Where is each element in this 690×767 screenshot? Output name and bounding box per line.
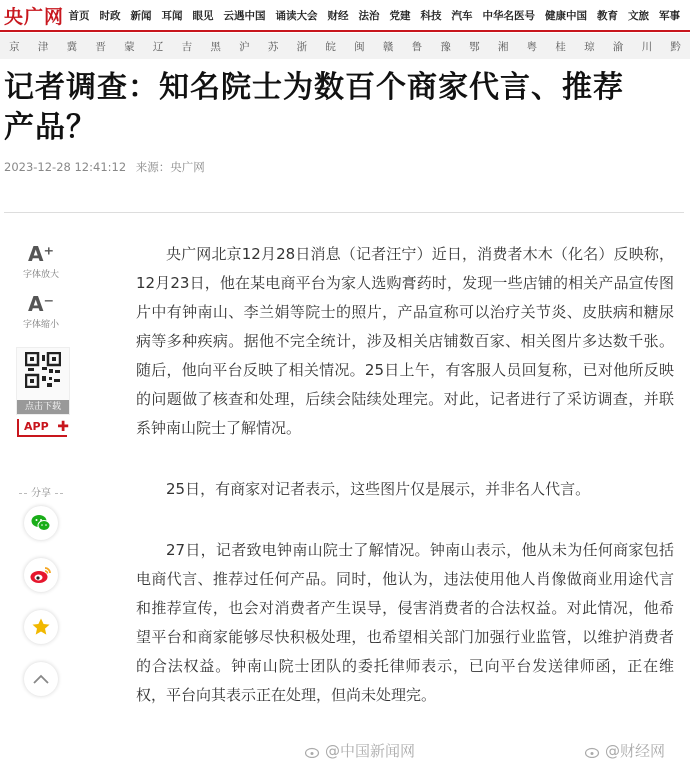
font-decrease-label: 字体缩小	[22, 320, 59, 330]
qr-download-label: 点击下载	[17, 400, 69, 414]
font-increase-button[interactable]	[18, 244, 64, 280]
article-meta	[4, 159, 205, 175]
header-divider	[4, 212, 684, 213]
province-item[interactable]: 黑	[210, 40, 221, 53]
nav-item[interactable]: 文旅	[628, 9, 649, 22]
province-item[interactable]: 吉	[181, 40, 193, 53]
province-item[interactable]: 黔	[670, 40, 681, 53]
watermark-left-text: @中国新闻网	[325, 742, 416, 760]
nav-item[interactable]: 科技	[420, 9, 442, 22]
article-source: 来源：央广网	[135, 160, 205, 174]
province-item[interactable]: 琼	[584, 40, 595, 53]
province-item[interactable]: 豫	[440, 40, 451, 53]
nav-item[interactable]: 中华名医号	[482, 9, 535, 22]
plus-icon: ✚	[57, 419, 69, 435]
province-item[interactable]: 赣	[382, 40, 394, 53]
nav-item[interactable]: 云遇中国	[223, 9, 266, 22]
article-paragraph: 央广网北京12月28日消息（记者汪宁）近日，消费者木木（化名）反映称，12月23日，他在某电商平台为家人选购膏药时，发现一些店铺的相关产品宣传图片中有钟南山、李兰娟等院士的照片，产品宣称可以治疗关节炎、皮肤病和糖尿病等多种疾病。据他不完全统计，涉及相关店铺数百家、相关图片多达数千张。随后，他向平台反映了相关情况。25日上午，有客服人员回复称，已对他所反映的问题做了核查和处理，后续会陆续处理完。对此，记者进行了采访调查，并联系钟南山院士了解情况。	[136, 245, 674, 437]
nav-item[interactable]: 眼见	[192, 9, 214, 22]
favorite-star-icon	[31, 617, 51, 637]
nav-item[interactable]: 诵读大会	[275, 9, 318, 22]
province-item[interactable]: 浙	[296, 40, 308, 53]
font-increase-icon: A⁺	[27, 242, 55, 266]
nav-item[interactable]: 时政	[99, 9, 121, 22]
top-nav-bar	[0, 0, 690, 30]
qr-code-icon	[25, 352, 61, 388]
article-title: 记者调查：知名院士为数百个商家代言、推荐产品？	[4, 70, 624, 145]
province-item[interactable]: 桂	[555, 40, 566, 53]
back-to-top-icon	[32, 673, 50, 685]
nav-divider	[0, 30, 690, 32]
share-wechat-button[interactable]	[24, 506, 58, 540]
province-item[interactable]: 冀	[66, 40, 78, 53]
app-label: APP	[24, 420, 49, 433]
province-item[interactable]: 辽	[152, 40, 164, 53]
province-item[interactable]: 苏	[267, 40, 279, 53]
province-item[interactable]: 沪	[239, 40, 250, 53]
province-item[interactable]: 粤	[526, 40, 538, 53]
province-item[interactable]: 京	[9, 40, 20, 53]
nav-item[interactable]: 首页	[68, 9, 90, 22]
nav-item[interactable]: 健康中国	[545, 9, 587, 22]
nav-item[interactable]: 法治	[358, 9, 380, 22]
nav-item[interactable]: 财经	[327, 9, 349, 22]
font-decrease-icon: A⁻	[27, 292, 55, 316]
province-item[interactable]: 闽	[354, 40, 365, 53]
back-to-top-button[interactable]	[24, 662, 58, 696]
watermark-right-text: @财经网	[605, 742, 666, 760]
font-decrease-button[interactable]	[18, 294, 64, 330]
province-item[interactable]: 蒙	[124, 40, 135, 53]
app-download-qr[interactable]	[16, 347, 70, 415]
main-nav	[69, 8, 690, 23]
province-item[interactable]: 晋	[95, 40, 106, 53]
province-item[interactable]: 皖	[325, 40, 336, 53]
province-item[interactable]: 湘	[497, 40, 509, 53]
nav-item[interactable]: 耳闻	[161, 9, 183, 22]
font-increase-label: 字体放大	[22, 270, 59, 280]
province-item[interactable]: 鲁	[411, 40, 423, 53]
site-logo[interactable]: 央广网	[4, 5, 65, 28]
weibo-icon	[30, 566, 52, 584]
weibo-watermark-icon	[305, 744, 321, 758]
article-paragraph: 27日，记者致电钟南山院士了解情况。钟南山表示，他从未为任何商家包括电商代言、推荐过任何产品。同时，他认为，违法使用他人肖像做商业用途代言和推荐宣传，也会对消费者产生误导，侵害消费者的合法权益。对此情况，他希望平台和商家能够尽快积极处理，也希望相关部门加强行业监管，以维护消费者的合法权益。钟南山院士团队的委托律师表示，已向平台发送律师函，正在维权，平台向其表示正在处理，但尚未处理完。	[136, 541, 674, 704]
province-item[interactable]: 津	[37, 40, 49, 53]
nav-item[interactable]: 军事	[659, 9, 680, 22]
province-nav	[0, 33, 690, 59]
article-datetime: 2023-12-28 12:41:12	[4, 160, 127, 174]
article-paragraph: 25日，有商家对记者表示，这些图片仅是展示，并非名人代言。	[166, 480, 591, 498]
article-body	[136, 240, 674, 742]
app-badge[interactable]	[17, 419, 67, 437]
nav-item[interactable]: 新闻	[130, 9, 152, 22]
weibo-watermark-icon	[585, 744, 601, 758]
share-weibo-button[interactable]	[24, 558, 58, 592]
watermark-caijing	[585, 740, 665, 761]
province-item[interactable]: 川	[641, 40, 653, 53]
favorite-button[interactable]	[24, 610, 58, 644]
province-item[interactable]: 鄂	[469, 40, 480, 53]
wechat-icon	[31, 514, 51, 532]
province-item[interactable]: 渝	[612, 40, 624, 53]
watermark-chinanews	[305, 740, 415, 761]
nav-item[interactable]: 汽车	[451, 9, 473, 22]
share-label: 分享	[10, 484, 72, 499]
nav-item[interactable]: 教育	[597, 9, 618, 22]
nav-item[interactable]: 党建	[389, 9, 411, 22]
